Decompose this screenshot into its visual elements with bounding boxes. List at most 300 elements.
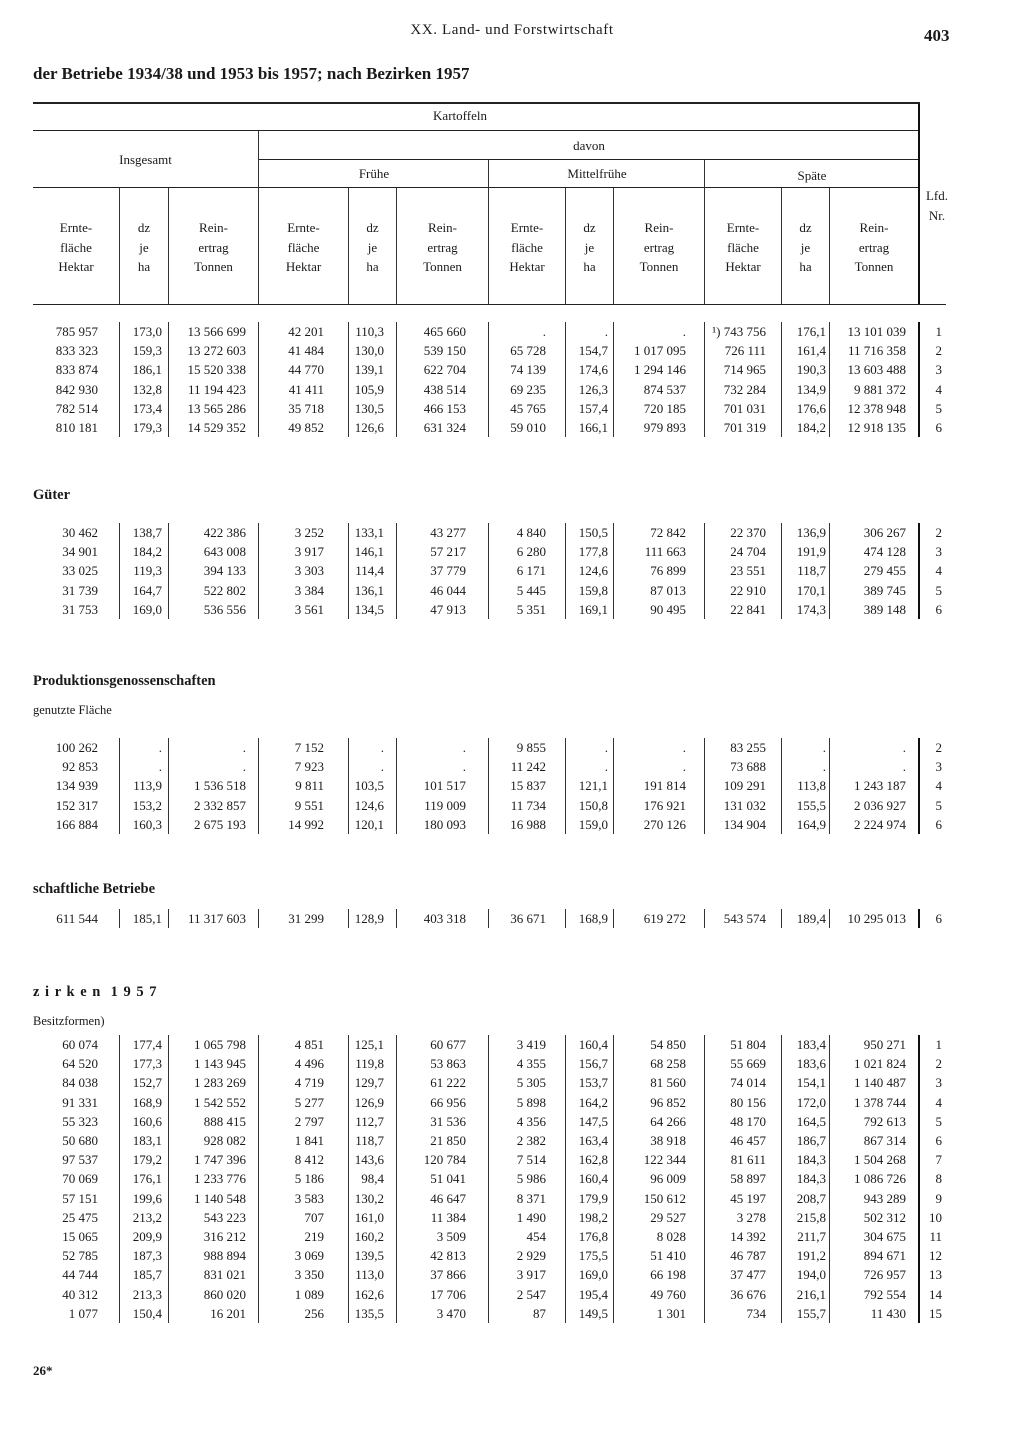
table-cell: 1 747 396 [194,1152,246,1168]
column-divider [613,322,614,437]
table-cell: 154,1 [796,1075,826,1091]
table-cell: 164,2 [578,1094,608,1110]
table-cell: 536 556 [203,601,246,617]
table-cell: 161,0 [354,1209,384,1225]
table-cell: 186,7 [796,1133,826,1148]
table-cell: 169,0 [132,601,162,617]
table-cell: 422 386 [203,525,246,540]
table-row [0,544,1024,563]
table-cell: 190,3 [796,362,826,378]
column-divider [119,1035,120,1323]
row-number: 6 [935,1133,942,1148]
table-cell: 213,2 [132,1209,162,1225]
table-cell: 64 266 [650,1113,686,1129]
table-cell: 146,1 [354,544,384,560]
column-divider [488,1035,489,1323]
table-cell: 177,3 [132,1056,162,1072]
table-row [0,740,1024,759]
table-cell: 87 013 [650,582,686,598]
table-cell: 928 082 [203,1133,246,1148]
table-cell: 3 278 [736,1209,766,1225]
table-cell: 160,2 [354,1229,384,1244]
column-divider [168,322,169,437]
table-cell: 130,5 [354,400,384,416]
table-cell: 133,1 [354,525,384,540]
table-cell: 114,4 [355,563,384,579]
table-cell: 3 252 [294,525,324,540]
table-cell: 522 802 [203,582,246,598]
column-divider [348,322,349,437]
table-cell: 74 139 [510,362,546,378]
lfd-divider [918,909,920,928]
table-cell: 1 378 744 [854,1094,906,1110]
column-divider [613,909,614,928]
table-cell: 219 [304,1229,324,1244]
column-header: dz je ha [137,220,151,274]
footer-mark: 26* [33,1363,53,1378]
row-number: 6 [935,420,942,435]
table-cell: 126,6 [354,420,384,435]
table-cell: . [158,759,162,775]
fruehe-label: Frühe [358,166,390,181]
lfd-divider [918,322,920,437]
top-rule [33,102,920,104]
table-cell: 98,4 [361,1171,384,1187]
table-cell: 11 242 [510,759,546,775]
table-cell: 12 378 948 [847,400,906,416]
table-cell: 3 509 [436,1229,466,1244]
table-cell: 943 289 [863,1190,906,1206]
table-cell: 833 874 [55,362,98,378]
table-cell: 4 840 [516,525,546,540]
table-cell: 173,0 [132,324,162,339]
table-row [0,1152,1024,1171]
table-cell: 159,8 [578,582,608,598]
table-title: der Betriebe 1934/38 und 1953 bis 1957; nach Bezirken 1957 [33,64,470,83]
row-number: 1 [935,324,942,339]
table-cell: 150,5 [578,525,608,540]
table-cell: 9 551 [294,797,324,813]
column-divider [781,322,782,437]
table-cell: 714 965 [723,362,766,378]
table-cell: 2 797 [294,1113,324,1129]
table-cell: 80 156 [730,1094,766,1110]
table-cell: 1 143 945 [194,1056,246,1072]
table-cell: 9 855 [516,740,546,755]
table-cell: 46 647 [430,1190,466,1206]
column-divider [168,738,169,834]
table-cell: 831 021 [203,1267,246,1283]
table-cell: . [604,759,608,775]
table-cell: 5 351 [516,601,546,617]
table-cell: . [604,324,608,339]
column-header: Rein- ertrag Tonnen [194,220,233,274]
table-cell: 76 899 [650,563,686,579]
table-cell: 101 517 [423,778,466,794]
table-cell: 888 415 [203,1113,246,1129]
column-divider [396,322,397,437]
table-cell: 48 170 [730,1113,766,1129]
lfd-divider [918,523,920,619]
table-cell: 3 917 [516,1267,546,1283]
table-cell: 5 186 [294,1171,324,1187]
table-cell: 72 842 [650,525,686,540]
running-header: XX. Land- und Forstwirtschaft [410,22,614,38]
table-cell: 1 536 518 [194,778,246,794]
column-divider [119,738,120,834]
table-cell: 172,0 [796,1094,826,1110]
table-cell: 1 542 552 [194,1094,246,1110]
table-cell: 42 813 [430,1248,466,1264]
table-cell: 173,4 [132,400,162,416]
table-cell: 211,7 [797,1229,826,1244]
table-cell: 164,5 [796,1113,826,1129]
table-cell: 160,4 [578,1171,608,1187]
table-cell: 191,9 [796,544,826,560]
column-divider [704,909,705,928]
column-divider [348,909,349,928]
table-cell: 169,1 [578,601,608,617]
table-cell: 213,3 [132,1286,162,1302]
table-cell: 833 323 [55,343,98,359]
table-cell: 454 [526,1229,546,1244]
table-cell: 3 917 [294,544,324,560]
table-cell: 979 893 [643,420,686,435]
table-cell: 1 140 487 [854,1075,906,1091]
row-number: 6 [935,816,942,832]
table-cell: 11 716 358 [847,343,906,359]
table-cell: 3 350 [294,1267,324,1283]
table-cell: 122 344 [643,1152,686,1168]
subgroup-rule [33,187,920,188]
table-cell: 1 504 268 [854,1152,906,1168]
table-cell: 12 918 135 [847,420,906,435]
table-row [0,1114,1024,1133]
table-cell: 138,7 [132,525,162,540]
table-cell: 185,1 [132,911,162,926]
table-cell: 1 089 [294,1286,324,1302]
table-cell: 215,8 [796,1209,826,1225]
column-divider [488,523,489,619]
row-number: 2 [935,343,942,359]
row-number: 4 [935,1094,942,1110]
table-cell: 176,1 [796,324,826,339]
table-cell: 147,5 [578,1113,608,1129]
table-cell: 119,8 [355,1056,384,1072]
table-cell: 183,6 [796,1056,826,1072]
table-cell: 168,9 [132,1094,162,1110]
table-cell: 152 317 [55,797,98,813]
table-cell: 58 897 [730,1171,766,1187]
table-cell: 153,2 [132,797,162,813]
table-cell: 4 851 [294,1037,324,1052]
table-cell: 184,3 [796,1171,826,1187]
table-cell: 1 077 [68,1305,98,1321]
table-cell: 438 514 [423,381,466,397]
table-cell: 4 496 [294,1056,324,1072]
table-cell: 184,3 [796,1152,826,1168]
lfd-divider [918,1035,920,1323]
table-cell: 22 841 [730,601,766,617]
table-cell: 14 992 [288,816,324,832]
column-header: Ernte- fläche Hektar [509,220,545,274]
table-cell: 5 305 [516,1075,546,1091]
table-cell: 66 198 [650,1267,686,1283]
table-cell: 22 910 [730,582,766,598]
table-cell: 11 734 [510,797,546,813]
table-cell: . [242,759,246,775]
table-cell: 139,1 [354,362,384,378]
table-cell: 256 [304,1305,324,1321]
column-divider [119,322,120,437]
row-number: 4 [935,381,942,397]
table-cell: 126,3 [578,381,608,397]
table-cell: 3 419 [516,1037,546,1052]
table-row [0,1229,1024,1248]
column-header: Rein- ertrag Tonnen [639,220,679,274]
lfd-nr-label: Lfd. Nr. [925,188,949,223]
table-cell: 131 032 [723,797,766,813]
table-cell: 31 739 [62,582,98,598]
table-cell: 810 181 [55,420,98,435]
table-row [0,798,1024,817]
table-cell: 53 863 [430,1056,466,1072]
table-cell: 155,7 [796,1305,826,1321]
table-cell: 13 272 603 [187,343,246,359]
table-cell: 701 031 [723,400,766,416]
column-divider [613,523,614,619]
row-number: 6 [935,601,942,617]
table-row [0,778,1024,797]
table-cell: 3 470 [436,1305,466,1321]
table-cell: 153,7 [578,1075,608,1091]
table-cell: 176 921 [643,797,686,813]
column-divider [829,909,830,928]
table-cell: 874 537 [643,381,686,397]
column-divider [565,738,566,834]
table-cell: 24 704 [730,544,766,560]
table-row [0,1171,1024,1190]
table-cell: 177,8 [578,544,608,560]
table-cell: 622 704 [423,362,466,378]
row-number: 5 [935,1113,942,1129]
table-row [0,343,1024,362]
table-cell: 187,3 [132,1248,162,1264]
table-cell: 149,5 [578,1305,608,1321]
table-cell: 135,5 [354,1305,384,1321]
table-cell: 22 370 [730,525,766,540]
table-row [0,1306,1024,1325]
column-divider [781,1035,782,1323]
table-cell: 194,0 [796,1267,826,1283]
table-cell: 136,9 [796,525,826,540]
table-cell: 64 520 [62,1056,98,1072]
table-cell: 185,7 [132,1267,162,1283]
table-cell: 14 529 352 [187,420,246,435]
table-cell: 134,5 [354,601,384,617]
table-cell: 41 411 [288,381,324,397]
table-cell: 91 331 [62,1094,98,1110]
table-cell: 163,4 [578,1133,608,1148]
column-divider [168,1035,169,1323]
table-cell: 1 140 548 [194,1190,246,1206]
row-number: 9 [935,1190,942,1206]
table-cell: 52 785 [62,1248,98,1264]
table-cell: 3 069 [294,1248,324,1264]
table-cell: 1 294 146 [634,362,686,378]
table-cell: . [682,324,686,339]
table-cell: 81 611 [730,1152,766,1168]
table-cell: 306 267 [863,525,906,540]
table-cell: 15 065 [62,1229,98,1244]
table-cell: 152,7 [132,1075,162,1091]
column-header: dz je ha [366,220,379,274]
table-cell: 3 384 [294,582,324,598]
table-cell: 169,0 [578,1267,608,1283]
table-cell: 174,3 [796,601,826,617]
table-cell: 631 324 [423,420,466,435]
table-cell: 474 128 [863,544,906,560]
table-cell: 74 014 [730,1075,766,1091]
table-cell: 134 904 [723,816,766,832]
table-cell: . [822,740,826,755]
table-row [0,1075,1024,1094]
davon-rule [258,159,920,160]
table-row [0,401,1024,420]
table-cell: 113,8 [797,778,826,794]
table-row [0,420,1024,439]
column-header: Ernte- fläche Hektar [725,220,761,274]
table-cell: 31 299 [288,911,324,926]
table-cell: 54 850 [650,1037,686,1052]
row-number: 4 [935,778,942,794]
table-cell: 707 [304,1209,324,1225]
table-cell: 125,1 [354,1037,384,1052]
table-cell: 208,7 [796,1190,826,1206]
table-cell: 150,8 [578,797,608,813]
table-cell: 130,2 [354,1190,384,1206]
row-number: 5 [935,400,942,416]
table-cell: 134 939 [55,778,98,794]
table-cell: . [682,740,686,755]
table-cell: 270 126 [643,816,686,832]
table-cell: 160,3 [132,816,162,832]
column-divider [396,738,397,834]
table-row [0,1248,1024,1267]
row-number: 14 [929,1286,942,1302]
table-cell: 5 986 [516,1171,546,1187]
table-cell: 643 008 [203,544,246,560]
table-cell: 155,5 [796,797,826,813]
table-cell: 96 852 [650,1094,686,1110]
table-cell: 134,9 [796,381,826,397]
column-divider [781,523,782,619]
table-cell: 7 923 [294,759,324,775]
column-divider [258,738,259,834]
table-cell: 156,7 [578,1056,608,1072]
row-number: 15 [929,1305,942,1321]
table-cell: 97 537 [62,1152,98,1168]
section-sublabel: genutzte Fläche [33,703,112,717]
table-cell: 44 770 [288,362,324,378]
row-number: 3 [935,362,942,378]
table-cell: 403 318 [423,911,466,926]
table-cell: 177,4 [132,1037,162,1052]
table-cell: 176,6 [796,400,826,416]
table-cell: 279 455 [863,563,906,579]
table-cell: 143,6 [354,1152,384,1168]
table-cell: 180 093 [423,816,466,832]
table-cell: 988 894 [203,1248,246,1264]
table-cell: 734 [746,1305,766,1321]
table-cell: 13 566 699 [187,324,246,339]
table-cell: 9 811 [295,778,324,794]
row-number: 3 [935,1075,942,1091]
column-divider [704,738,705,834]
mittelfruehe-label: Mittelfrühe [567,166,627,181]
table-cell: 73 688 [730,759,766,775]
table-row [0,911,1024,930]
table-cell: 1 243 187 [854,778,906,794]
table-cell: 726 111 [724,343,766,359]
column-divider [348,1035,349,1323]
table-cell: 160,6 [132,1113,162,1129]
davon-label: davon [573,138,605,153]
table-cell: 87 [533,1305,546,1321]
table-cell: 38 918 [650,1133,686,1148]
table-cell: 2 547 [516,1286,546,1302]
column-divider [829,1035,830,1323]
table-cell: 161,4 [796,343,826,359]
table-cell: 2 224 974 [854,816,906,832]
table-cell: 51 804 [730,1037,766,1052]
table-cell: 1 065 798 [194,1037,246,1052]
table-cell: 23 551 [730,563,766,579]
column-divider [565,909,566,928]
column-divider [613,1035,614,1323]
section-label: Produktionsgenossenschaften [33,673,216,689]
table-cell: 184,2 [132,544,162,560]
table-cell: 41 484 [288,343,324,359]
table-cell: 124,6 [578,563,608,579]
table-row [0,362,1024,381]
table-cell: 1 301 [656,1305,686,1321]
table-cell: 216,1 [796,1286,826,1302]
table-cell: 792 554 [863,1286,906,1302]
table-cell: 69 235 [510,381,546,397]
table-cell: 21 850 [430,1133,466,1148]
row-number: 6 [935,911,942,926]
table-cell: 51 041 [430,1171,466,1187]
table-cell: 5 898 [516,1094,546,1110]
kartoffeln-rule [33,130,920,131]
table-cell: 4 355 [516,1056,546,1072]
column-header: Rein- ertrag Tonnen [423,220,462,274]
table-cell: 170,1 [796,582,826,598]
table-cell: 90 495 [650,601,686,617]
table-cell: 2 929 [516,1248,546,1264]
table-cell: 11 194 423 [187,381,246,397]
table-cell: 61 222 [430,1075,466,1091]
table-cell: 35 718 [288,400,324,416]
table-cell: 60 074 [62,1037,98,1052]
column-divider [119,523,120,619]
table-cell: 3 583 [294,1190,324,1206]
table-cell: 611 544 [56,911,98,926]
table-cell: 11 430 [870,1305,906,1321]
table-cell: 31 536 [430,1113,466,1129]
column-divider [488,738,489,834]
